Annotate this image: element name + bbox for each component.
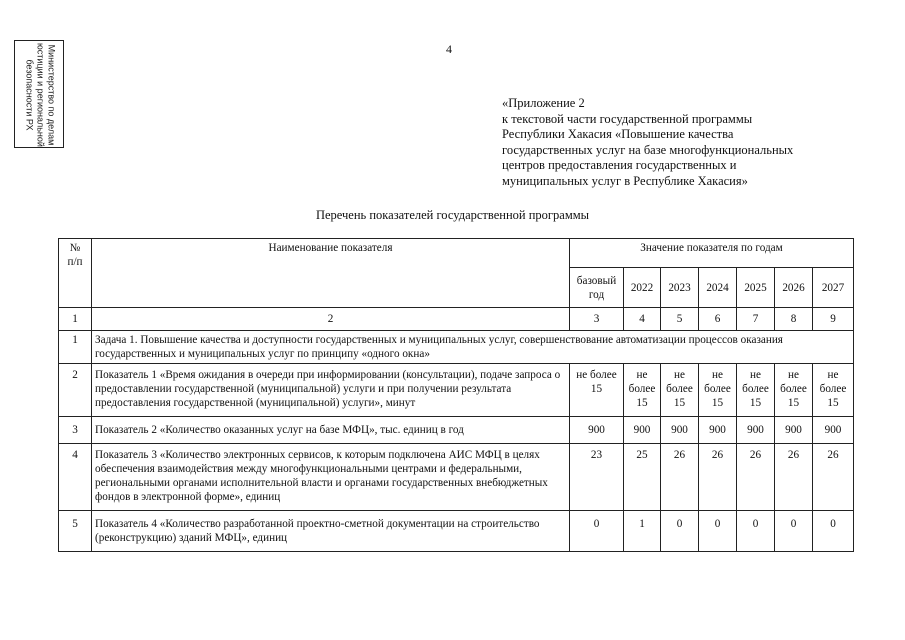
indicator-value: 26: [737, 444, 775, 511]
indicator-value: 0: [775, 511, 813, 552]
row-num: 3: [59, 417, 92, 444]
indicator-value: 26: [661, 444, 699, 511]
indicator-value: 900: [737, 417, 775, 444]
header-row: [59, 239, 854, 268]
header-year: 2026: [775, 268, 813, 308]
indicator-value: 26: [813, 444, 854, 511]
column-number: 8: [775, 308, 813, 331]
header-values-group: [570, 239, 854, 268]
header-name: [92, 239, 570, 308]
indicator-value: не более 15: [661, 364, 699, 417]
indicator-value: 0: [737, 511, 775, 552]
column-number: 5: [661, 308, 699, 331]
indicator-value: не более 15: [813, 364, 854, 417]
indicator-value: 900: [813, 417, 854, 444]
indicator-value: не более 15: [699, 364, 737, 417]
indicator-value: 1: [624, 511, 661, 552]
indicator-value: 25: [624, 444, 661, 511]
indicator-value: 0: [699, 511, 737, 552]
header-year: базовый год: [570, 268, 624, 308]
column-number: 6: [699, 308, 737, 331]
header-year: 2022: [624, 268, 661, 308]
column-number: 1: [59, 308, 92, 331]
header-name-text: Наименование показателя: [268, 242, 393, 254]
row-num: 5: [59, 511, 92, 552]
page-number: 4: [446, 42, 452, 56]
indicator-name: Показатель 4 «Количество разработанной проектно-сметной документации на строительство (реконструкцию) зданий МФЦ», единиц: [92, 511, 570, 552]
indicators-table: [58, 238, 854, 552]
indicator-value: не более 15: [737, 364, 775, 417]
table-row: [59, 364, 854, 417]
header-year: 2025: [737, 268, 775, 308]
table-row: [59, 444, 854, 511]
task-text: Задача 1. Повышение качества и доступности государственных и муниципальных услуг, совершенствование автоматизации процессов оказания государственных и муниципальных услуг по принципу «одного окна»: [92, 331, 854, 364]
column-number: 3: [570, 308, 624, 331]
indicator-name: Показатель 2 «Количество оказанных услуг на базе МФЦ», тыс. единиц в год: [92, 417, 570, 444]
column-numbers-row: [59, 308, 854, 331]
indicator-name: Показатель 1 «Время ожидания в очереди при информировании (консультации), подаче запроса о предоставлении государственной (муниципальной) услуги и при получении результата предоставления государственной (муниципальной) услуги», минут: [92, 364, 570, 417]
header-num: [59, 239, 92, 308]
column-number: 7: [737, 308, 775, 331]
registration-stamp: [14, 40, 64, 148]
indicator-value: 900: [624, 417, 661, 444]
row-num: 4: [59, 444, 92, 511]
indicator-value: не более 15: [775, 364, 813, 417]
indicator-value: 900: [699, 417, 737, 444]
column-number: 9: [813, 308, 854, 331]
header-year: 2024: [699, 268, 737, 308]
table-body: [59, 239, 854, 552]
indicator-value: 26: [699, 444, 737, 511]
task-num: 1: [59, 331, 92, 364]
list-title: Перечень показателей государственной программы: [315, 208, 590, 222]
table-row: [59, 417, 854, 444]
header-year: 2027: [813, 268, 854, 308]
row-num: 2: [59, 364, 92, 417]
indicator-value: 900: [661, 417, 699, 444]
indicator-value: 0: [813, 511, 854, 552]
indicator-value: 23: [570, 444, 624, 511]
indicator-name: Показатель 3 «Количество электронных сервисов, к которым подключена АИС МФЦ в целях обеспечения взаимодействия между многофункциональными центрами и федеральными, региональными органами исполнительной власти и органами государственных внебюджетных фондов в электронной форме», единиц: [92, 444, 570, 511]
header-values-group-text: Значение показателя по годам: [640, 242, 783, 254]
table-row: [59, 511, 854, 552]
appendix-heading: «Приложение 2 к текстовой части государственной программы Республики Хакасия «Повышение качества государственных услуг на базе многофункциональных центров предоставления государственных и муниципальных услуг в Республике Хакасия»: [502, 96, 794, 188]
indicator-value: 0: [570, 511, 624, 552]
column-number: 4: [624, 308, 661, 331]
indicator-value: 900: [775, 417, 813, 444]
indicator-value: 900: [570, 417, 624, 444]
indicator-value: 0: [661, 511, 699, 552]
indicator-value: 26: [775, 444, 813, 511]
column-number: 2: [92, 308, 570, 331]
indicator-value: не более 15: [624, 364, 661, 417]
indicator-value: не более 15: [570, 364, 624, 417]
header-year: 2023: [661, 268, 699, 308]
header-num-text: № п/п: [67, 242, 83, 268]
task-row: [59, 331, 854, 364]
stamp-text: Министерство по делам юстиции и региональной безопасности РХ: [24, 43, 57, 147]
